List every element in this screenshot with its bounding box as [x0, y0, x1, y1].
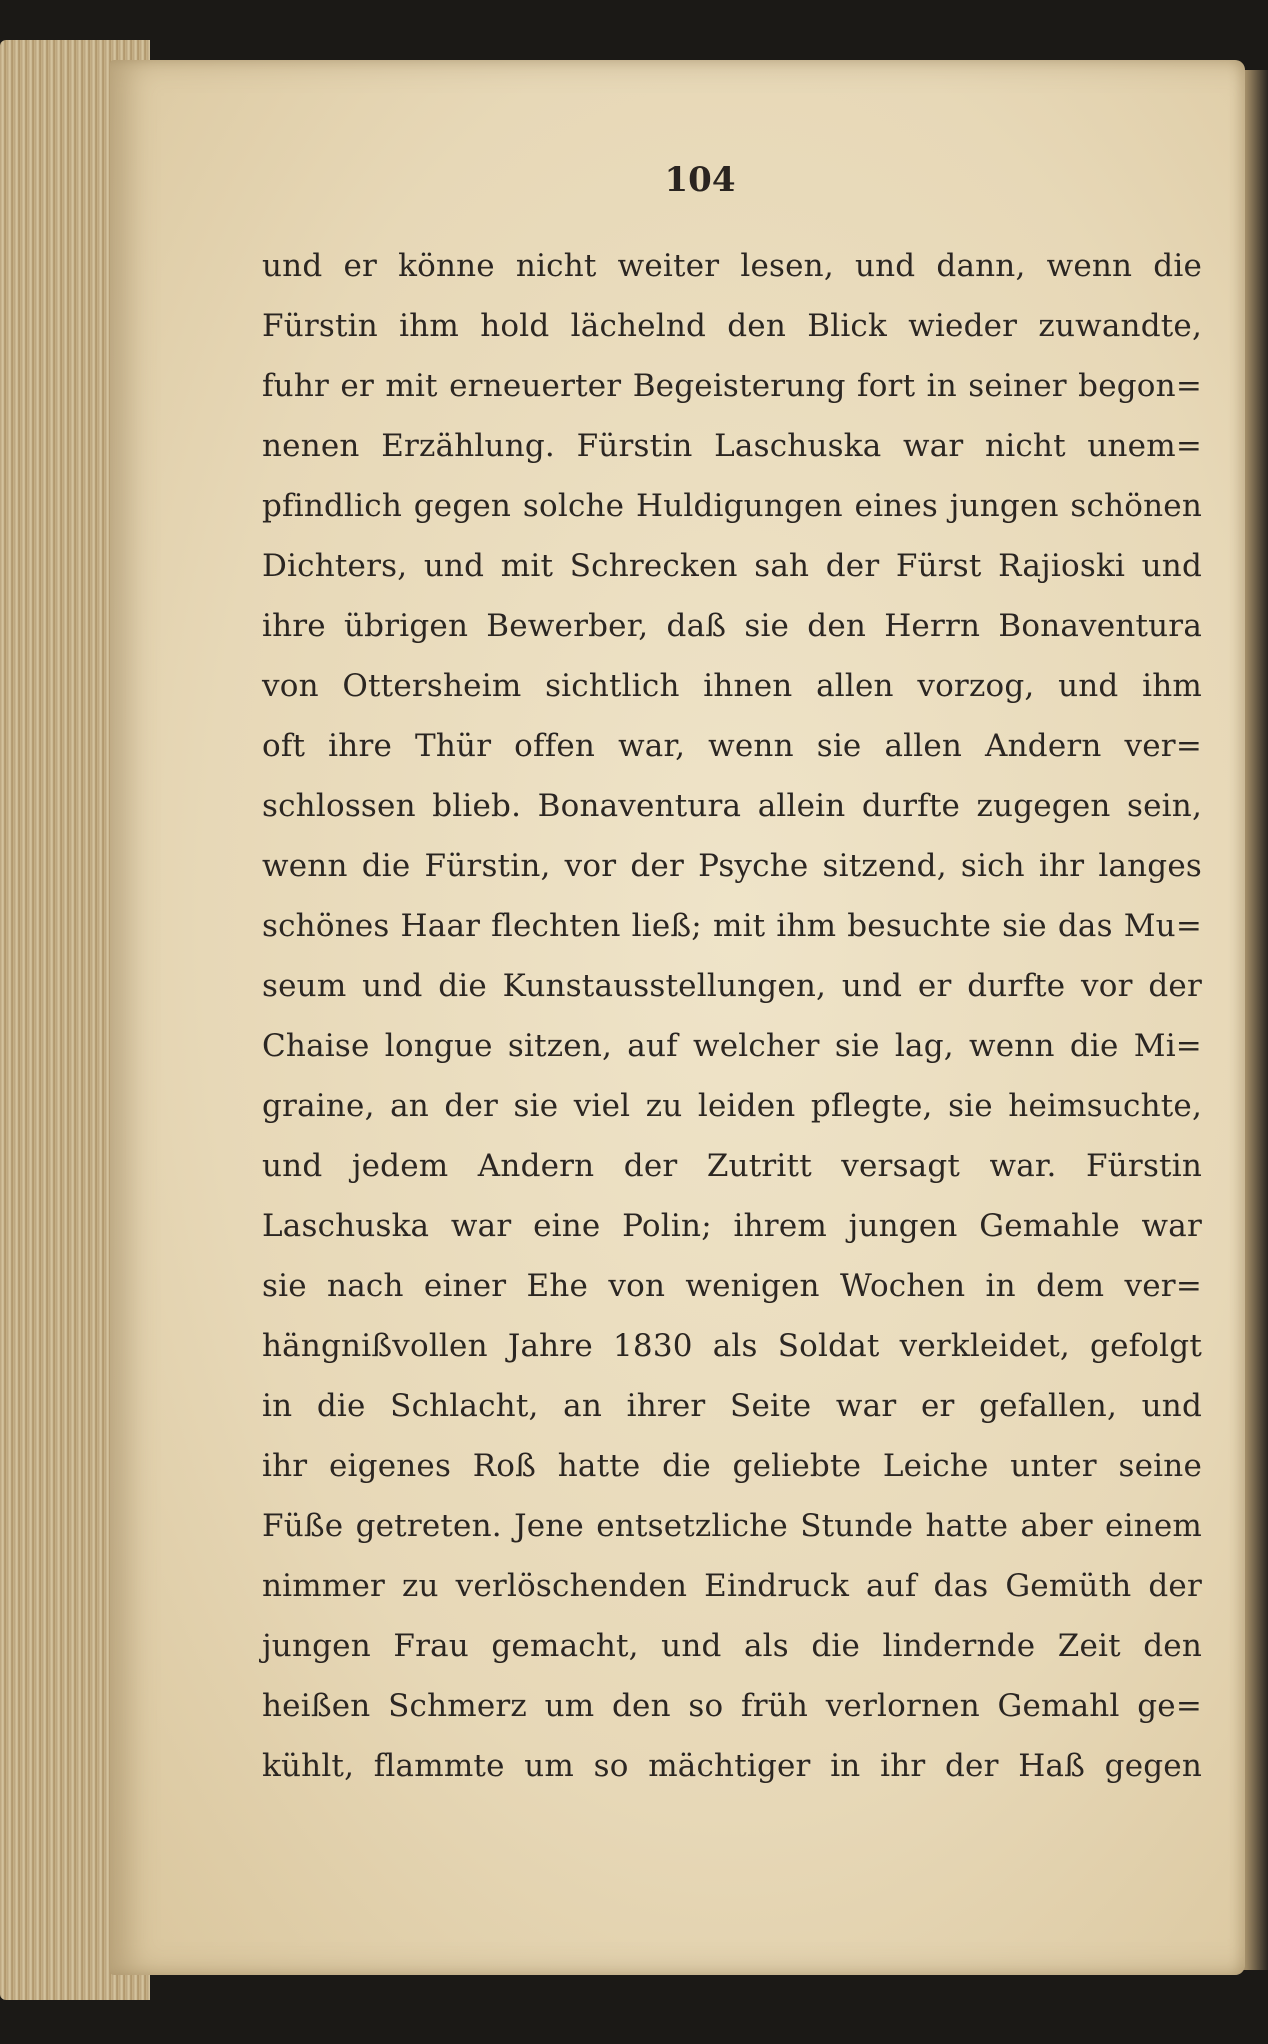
text-line: heißen Schmerz um den so früh verlornen Gemahl ge=: [262, 1688, 1202, 1724]
text-line: seum und die Kunstausstellungen, und er durfte vor der: [262, 968, 1202, 1004]
text-line: graine, an der sie viel zu leiden pflegte, sie heimsuchte,: [262, 1088, 1202, 1124]
text-line: Chaise longue sitzen, auf welcher sie lag, wenn die Mi=: [262, 1028, 1202, 1064]
page-number: 104: [664, 160, 736, 200]
text-line: schlossen blieb. Bonaventura allein durfte zugegen sein,: [262, 788, 1202, 824]
text-line: sie nach einer Ehe von wenigen Wochen in dem ver=: [262, 1268, 1202, 1304]
text-line: Laschuska war eine Polin; ihrem jungen Gemahle war: [262, 1208, 1202, 1244]
text-line: ihr eigenes Roß hatte die geliebte Leiche unter seine: [262, 1448, 1202, 1484]
text-line: kühlt, flammte um so mächtiger in ihr der Haß gegen: [262, 1748, 1202, 1784]
text-line: hängnißvollen Jahre 1830 als Soldat verkleidet, gefolgt: [262, 1328, 1202, 1364]
text-line: nenen Erzählung. Fürstin Laschuska war nicht unem=: [262, 428, 1202, 464]
text-line: pfindlich gegen solche Huldigungen eines jungen schönen: [262, 488, 1202, 524]
page-text: [262, 236, 1202, 1796]
text-line: Dichters, und mit Schrecken sah der Fürst Rajioski und: [262, 548, 1202, 584]
text-line: jungen Frau gemacht, und als die lindernde Zeit den: [262, 1628, 1202, 1664]
text-line: ihre übrigen Bewerber, daß sie den Herrn Bonaventura: [262, 608, 1202, 644]
text-line: fuhr er mit erneuerter Begeisterung fort in seiner begon=: [262, 368, 1202, 404]
text-line: wenn die Fürstin, vor der Psyche sitzend, sich ihr langes: [262, 848, 1202, 884]
text-line: Fürstin ihm hold lächelnd den Blick wieder zuwandte,: [262, 308, 1202, 344]
text-line: und er könne nicht weiter lesen, und dann, wenn die: [262, 248, 1202, 284]
text-line: und jedem Andern der Zutritt versagt war. Fürstin: [262, 1148, 1202, 1184]
text-line: schönes Haar flechten ließ; mit ihm besuchte sie das Mu=: [262, 908, 1202, 944]
text-line: Füße getreten. Jene entsetzliche Stunde hatte aber einem: [262, 1508, 1202, 1544]
text-line: von Ottersheim sichtlich ihnen allen vorzog, und ihm: [262, 668, 1202, 704]
text-line: oft ihre Thür offen war, wenn sie allen Andern ver=: [262, 728, 1202, 764]
text-line: nimmer zu verlöschenden Eindruck auf das Gemüth der: [262, 1568, 1202, 1604]
text-line: in die Schlacht, an ihrer Seite war er gefallen, und: [262, 1388, 1202, 1424]
